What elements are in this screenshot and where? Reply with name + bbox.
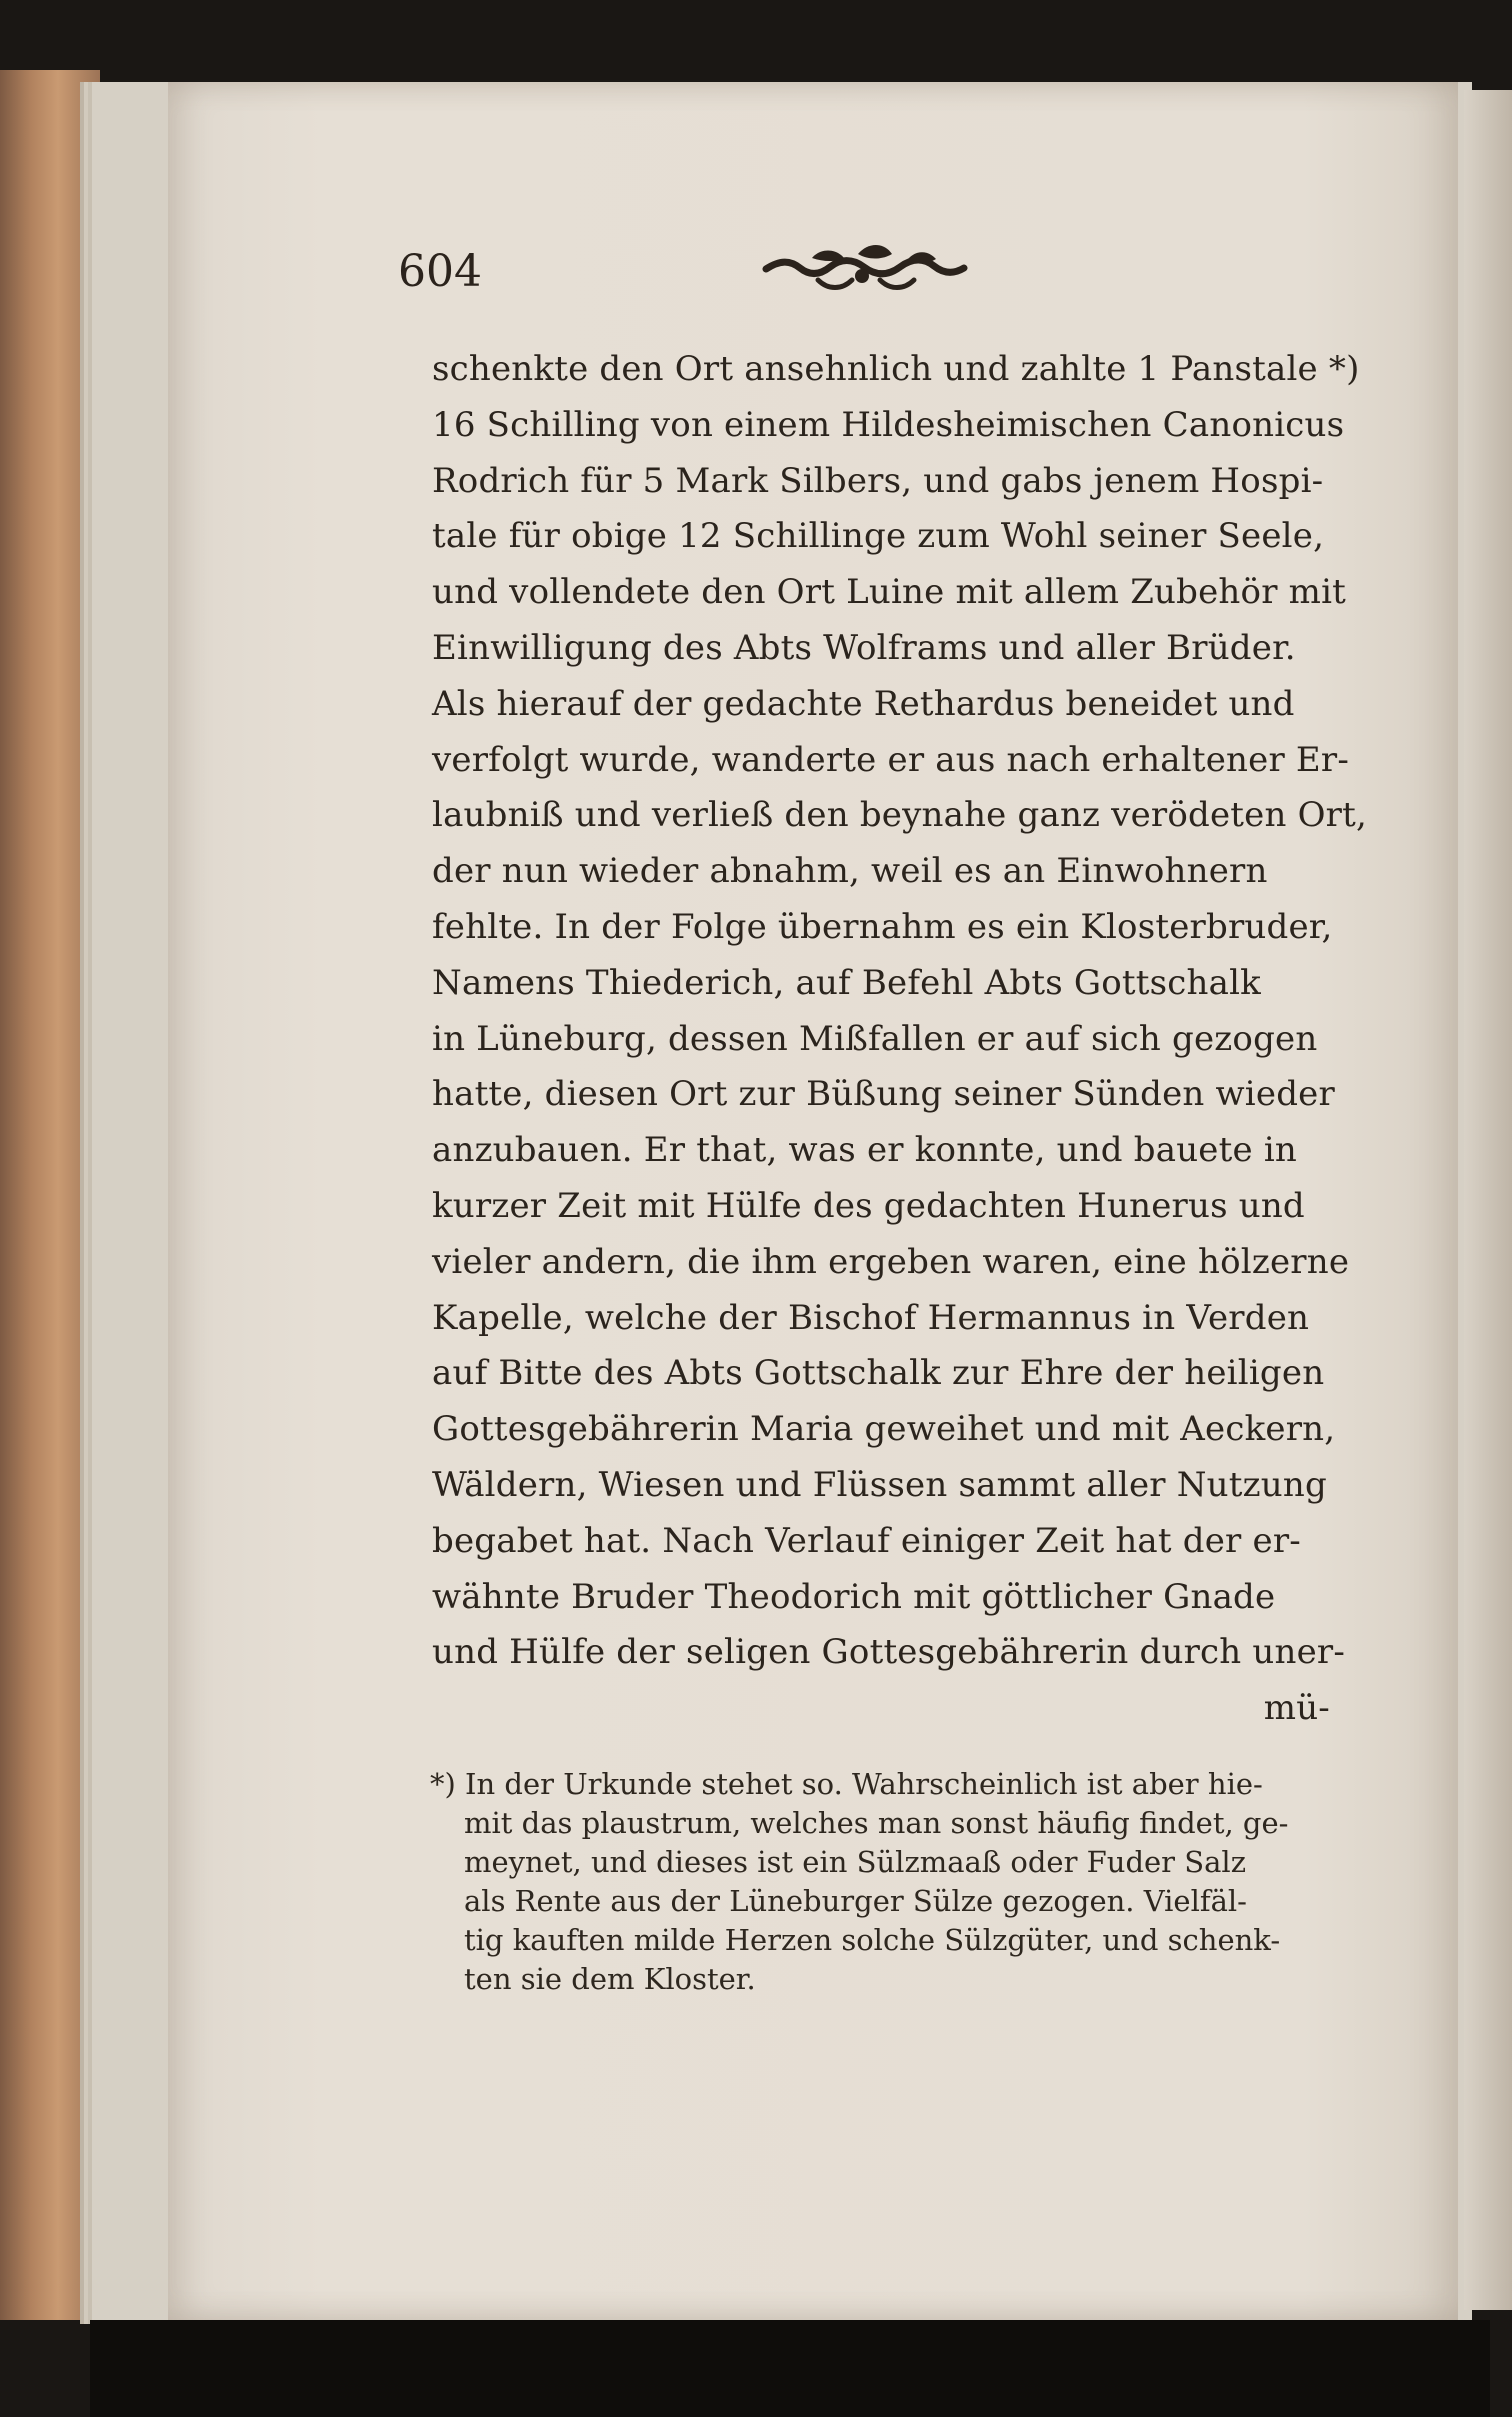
text-line: auf Bitte des Abts Gottschalk zur Ehre der heiligen — [432, 1353, 1325, 1394]
footnote-line: meynet, und dieses ist ein Sülzmaaß oder Fuder Salz — [464, 1845, 1246, 1879]
footnote-line: tig kauften milde Herzen solche Sülzgüter, und schenk- — [464, 1923, 1281, 1957]
text-line: wähnte Bruder Theodorich mit göttlicher Gnade — [432, 1576, 1276, 1617]
text-line: schenkte den Ort ansehnlich und zahlte 1 Panstale *) — [432, 349, 1360, 389]
text-line: begabet hat. Nach Verlauf einiger Zeit hat der er- — [432, 1520, 1301, 1561]
text-line: laubniß und verließ den beynahe ganz verödeten Ort, — [432, 795, 1367, 836]
text-line: Gottesgebährerin Maria geweihet und mit Aeckern, — [432, 1409, 1336, 1450]
text-line: Wäldern, Wiesen und Flüssen sammt aller Nutzung — [432, 1464, 1327, 1505]
decorative-flourish-icon — [758, 240, 972, 298]
text-line: Rodrich für 5 Mark Silbers, und gabs jenem Hospi- — [432, 460, 1324, 501]
text-line: anzubauen. Er that, was er konnte, und bauete in — [432, 1130, 1297, 1171]
footnote-line: ten sie dem Kloster. — [464, 1962, 756, 1996]
text-line: und Hülfe der seligen Gottesgebährerin durch uner- — [432, 1632, 1346, 1673]
footnote-line: mit das plaustrum, welches man sonst häufig findet, ge- — [464, 1806, 1289, 1840]
text-line: tale für obige 12 Schillinge zum Wohl seiner Seele, — [432, 516, 1325, 557]
footnote — [430, 1765, 1345, 1995]
text-line: Einwilligung des Abts Wolframs und aller Brüder. — [432, 627, 1296, 668]
next-page-edge — [1464, 90, 1512, 2310]
text-line: in Lüneburg, dessen Mißfallen er auf sich gezogen — [432, 1018, 1318, 1059]
text-line: und vollendete den Ort Luine mit allem Zubehör mit — [432, 572, 1347, 613]
footnote-line: *) In der Urkunde stehet so. Wahrscheinlich ist aber hie- — [430, 1767, 1263, 1801]
text-line: verfolgt wurde, wanderte er aus nach erhaltener Er- — [432, 739, 1350, 780]
bottom-shadow — [90, 2320, 1490, 2417]
text-line: Als hierauf der gedachte Rethardus beneidet und — [432, 683, 1295, 724]
text-line: 16 Schilling von einem Hildesheimischen Canonicus — [432, 404, 1345, 445]
text-line: Namens Thiederich, auf Befehl Abts Gottschalk — [432, 962, 1261, 1003]
text-line: hatte, diesen Ort zur Büßung seiner Sünden wieder — [432, 1074, 1335, 1115]
catchword: mü- — [1263, 1688, 1330, 1729]
text-line: Kapelle, welche der Bischof Hermannus in Verden — [432, 1297, 1310, 1338]
text-line: fehlte. In der Folge übernahm es ein Klosterbruder, — [432, 906, 1333, 947]
book-edge — [0, 70, 100, 2320]
footnote-line: als Rente aus der Lüneburger Sülze gezogen. Vielfäl- — [464, 1884, 1247, 1918]
main-text — [432, 342, 1367, 1729]
page-number: 604 — [398, 246, 482, 297]
text-line: kurzer Zeit mit Hülfe des gedachten Hunerus und — [432, 1185, 1305, 1226]
text-line: vieler andern, die ihm ergeben waren, eine hölzerne — [432, 1241, 1350, 1282]
text-line: der nun wieder abnahm, weil es an Einwohnern — [432, 851, 1268, 892]
